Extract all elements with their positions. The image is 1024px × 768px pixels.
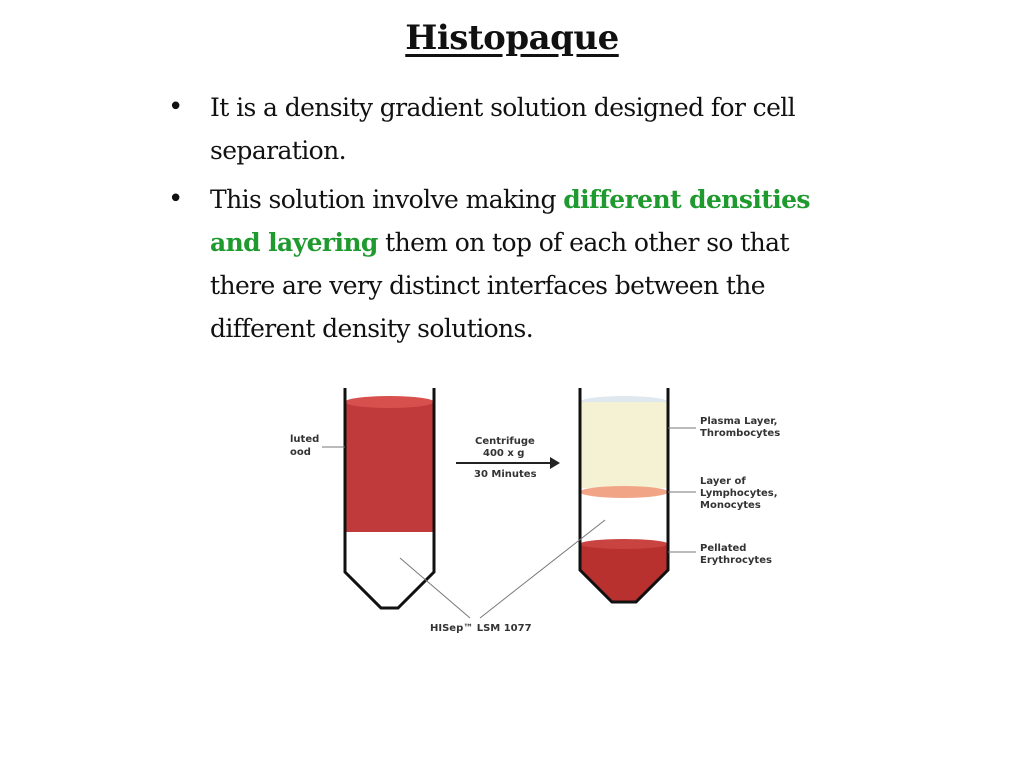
bullet-item-2: [168, 178, 858, 350]
bullet-item-1: [168, 86, 858, 172]
lymph-label-line1: Layer of: [700, 476, 746, 487]
bullet-marker: •: [168, 92, 183, 122]
right-tube: [580, 388, 668, 602]
lymph-label-line2: Lymphocytes,: [700, 488, 778, 499]
eryth-label-line1: Pellated: [700, 543, 747, 554]
plasma-label-line1: Plasma Layer,: [700, 416, 778, 427]
right-tube-erythrocytes-top: [580, 539, 668, 549]
bullet-list: [168, 86, 858, 356]
bullet-text-after: them on top of each other so that there are very distinct interfaces between the different density solutions.: [210, 228, 789, 343]
bottom-label: HISep™ LSM 1077: [430, 623, 532, 634]
centrifuge-diagram: [270, 380, 830, 640]
right-tube-medium: [580, 498, 668, 544]
left-tube-medium: [345, 532, 434, 608]
eryth-label-line2: Erythrocytes: [700, 555, 772, 566]
left-tube-blood: [345, 402, 434, 532]
bullet-text: It is a density gradient solution designed for cell separation.: [210, 93, 796, 165]
left-tube: [345, 388, 434, 608]
arrow-label-line1: Centrifuge: [475, 436, 535, 447]
left-label-line2: ood: [290, 447, 311, 458]
right-tube-erythrocytes: [580, 544, 668, 602]
bullet-text-before: This solution involve making: [210, 185, 564, 214]
left-tube-blood-top: [345, 396, 434, 408]
left-label-line1: luted: [290, 434, 320, 445]
lymph-label-line3: Monocytes: [700, 500, 761, 511]
bullet-highlight-text: different densities and layering: [210, 185, 810, 257]
bullet-marker: •: [168, 184, 183, 214]
arrow-label-line2: 400 x g: [483, 448, 525, 459]
centrifuge-arrow: [456, 436, 560, 480]
slide-title: Histopaque: [405, 18, 619, 58]
right-tube-lymphocyte-layer: [580, 486, 668, 498]
arrow-label-line3: 30 Minutes: [474, 469, 537, 480]
arrow-head-icon: [550, 457, 560, 469]
plasma-label-line2: Thrombocytes: [700, 428, 781, 439]
right-tube-plasma: [580, 402, 668, 488]
